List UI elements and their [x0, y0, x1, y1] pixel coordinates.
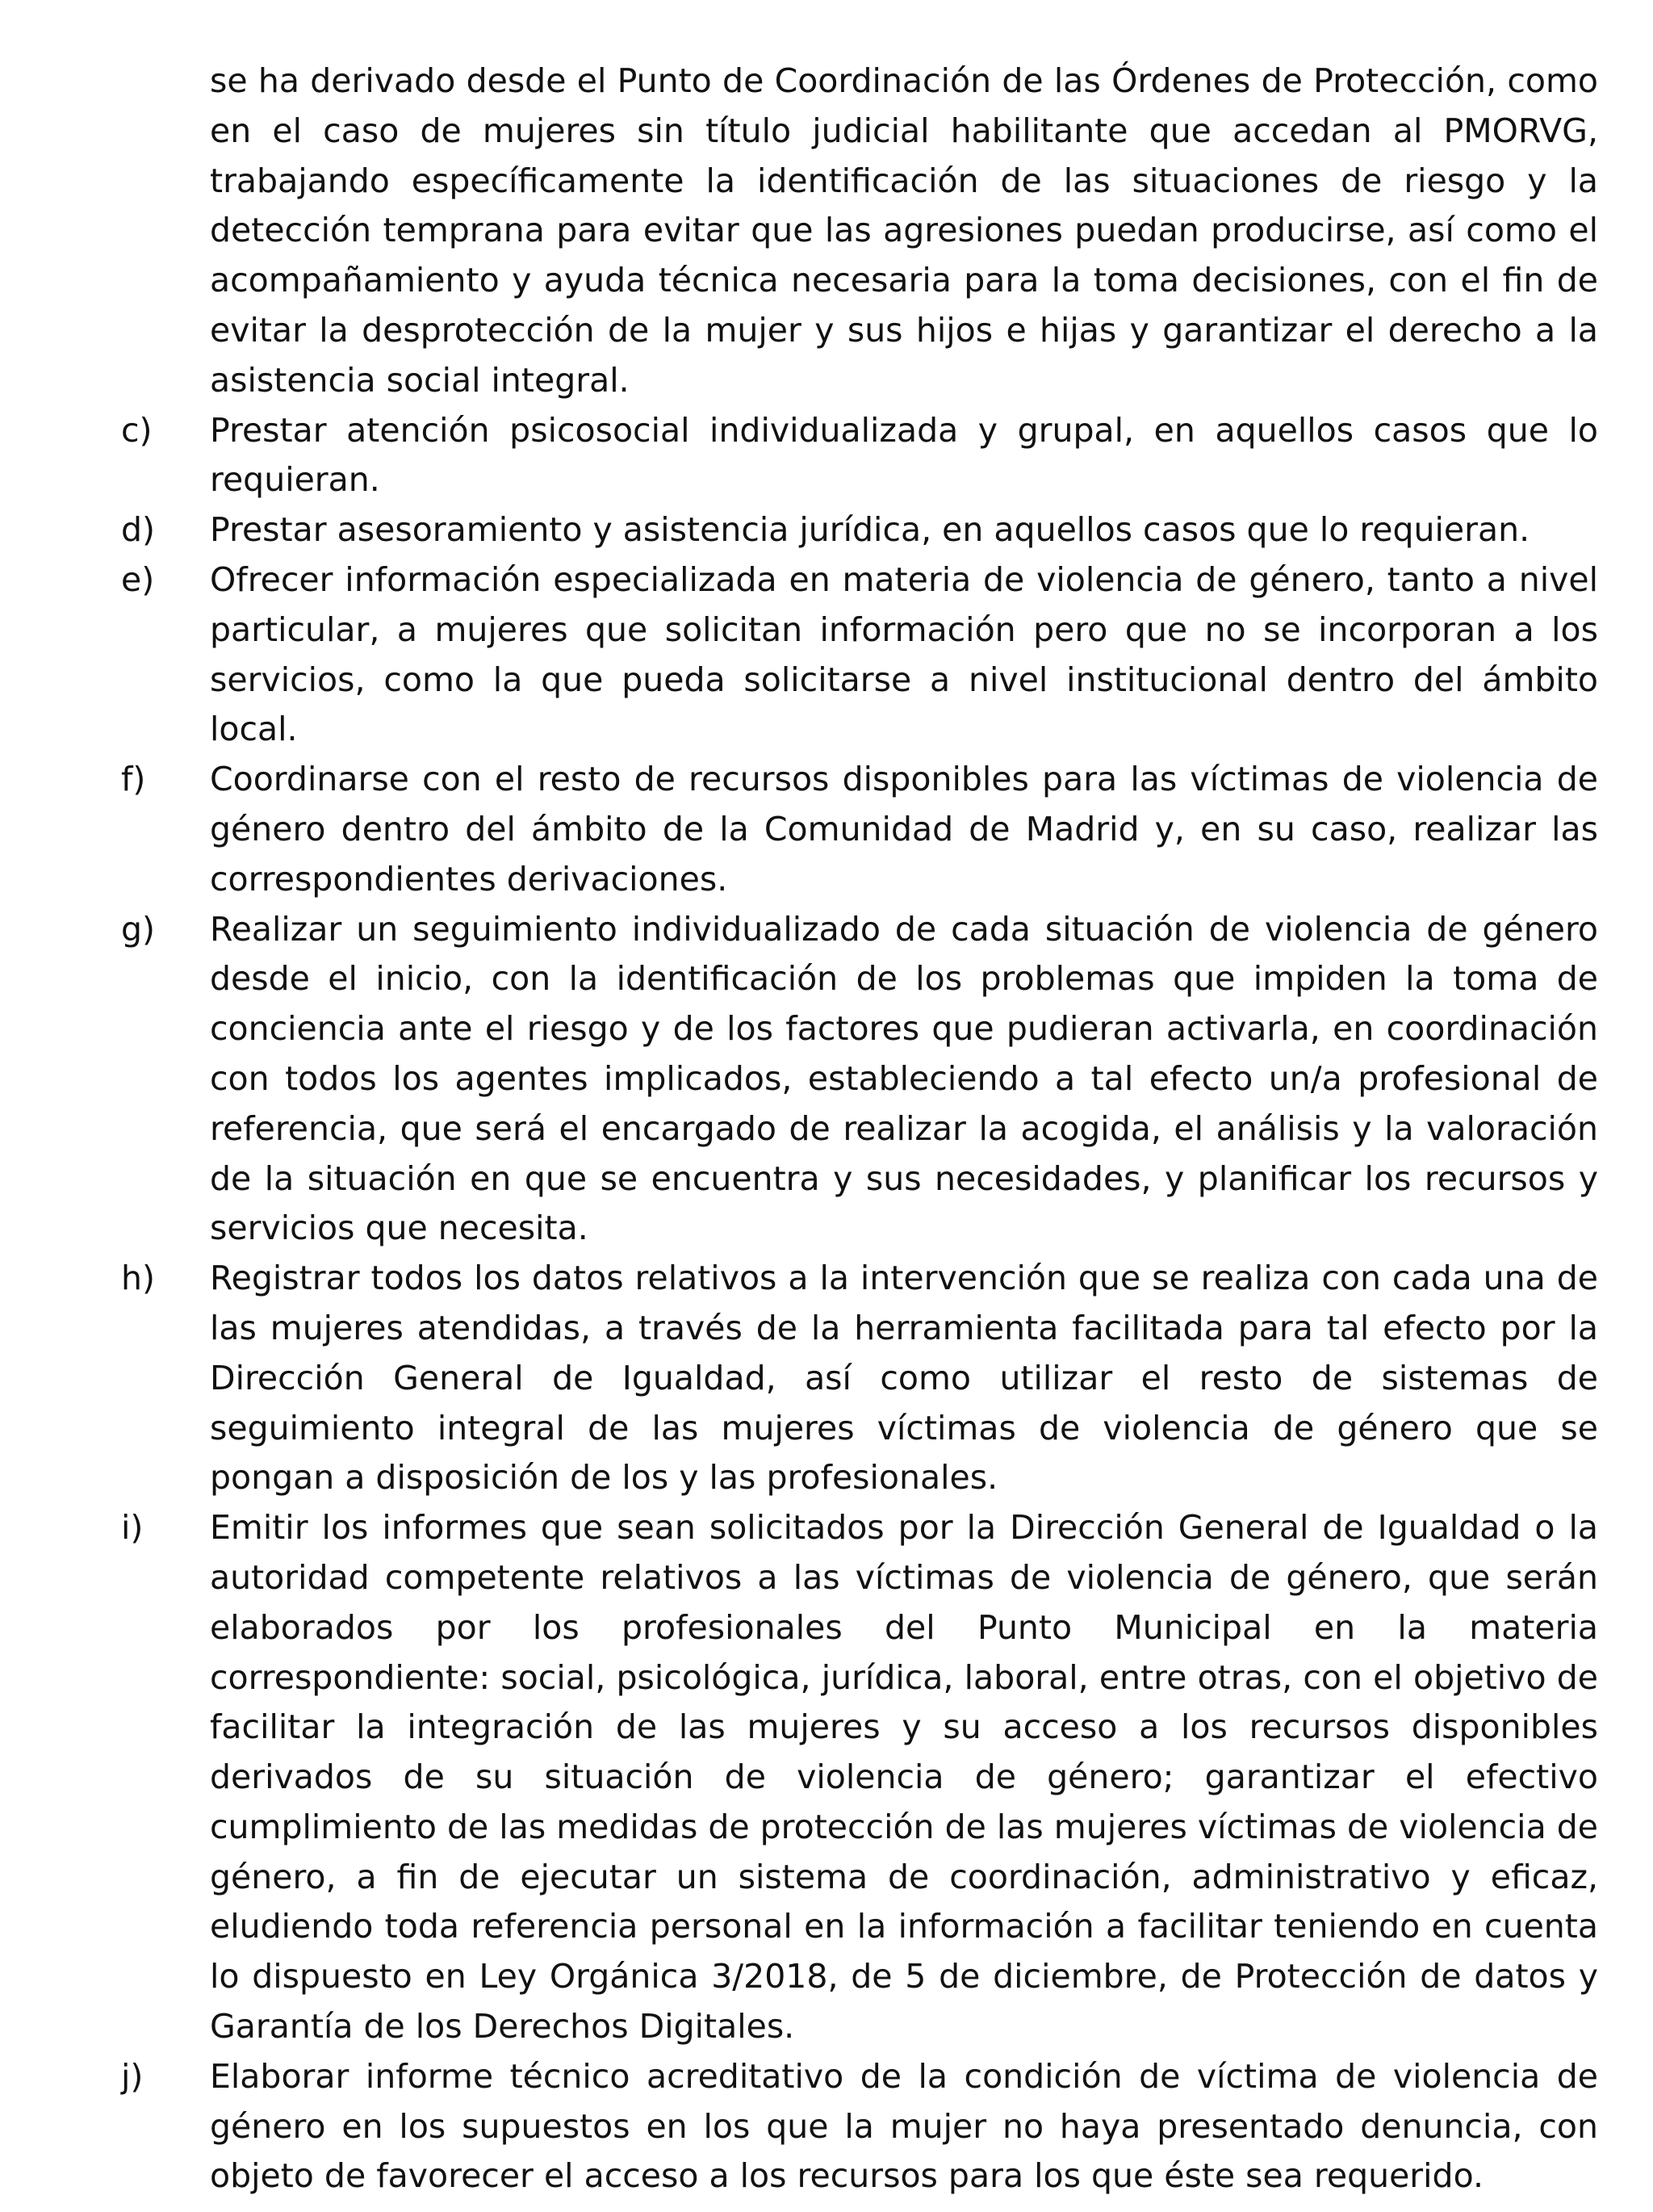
list-item-g: [121, 905, 1598, 1255]
list-item-h: [121, 1254, 1598, 1503]
list-marker: e): [121, 559, 155, 599]
list-item-e: [121, 555, 1598, 755]
list-item-c: [121, 406, 1598, 506]
list-marker: c): [121, 410, 153, 450]
list-item-text: Registrar todos los datos relativos a la intervención que se realiza con cada una de las mujeres atendidas, a través de la herramienta facilitada para tal efecto por la Dirección General de Igualdad, así como utilizar el resto de sistemas de seguimiento integral de las mujeres víctimas de violencia de género que se pongan a disposición de los y las profesionales.: [210, 1259, 1598, 1498]
list-item-text: Emitir los informes que sean solicitados por la Dirección General de Igualdad o la autoridad competente relativos a las víctimas de violencia de género, que serán elaborados por los profesionales del Punto Municipal en la materia correspondiente: social, psicológica, jurídica, laboral, entre otras, con el objetivo de facilitar la integración de las mujeres y su acceso a los recursos disponibles derivados de su situación de violencia de género; garantizar el efectivo cumplimiento de las medidas de protección de las mujeres víctimas de violencia de género, a fin de ejecutar un sistema de coordinación, administrativo y eficaz, eludiendo toda referencia personal en la información a facilitar teniendo en cuenta lo dispuesto en Ley Orgánica 3/2018, de 5 de diciembre, de Protección de datos y Garantía de los Derechos Digitales.: [210, 1508, 1598, 2047]
list-item-i: [121, 1503, 1598, 2052]
list-marker: g): [121, 909, 156, 949]
list-item-text: Prestar asesoramiento y asistencia jurídica, en aquellos casos que lo requieran.: [210, 510, 1530, 550]
intro-paragraph: se ha derivado desde el Punto de Coordinación de las Órdenes de Protección, como en el caso de mujeres sin título judicial habilitante que accedan al PMORVG, trabajando específicamente la identificación de las situaciones de riesgo y la detección temprana para evitar que las agresiones puedan producirse, así como el acompañamiento y ayuda técnica necesaria para la toma decisiones, con el fin de evitar la desprotección de la mujer y sus hijos e hijas y garantizar el derecho a la asistencia social integral.: [210, 61, 1598, 400]
list-marker: f): [121, 760, 146, 799]
list-item-text: Elaborar informe técnico acreditativo de la condición de víctima de violencia de género en los supuestos en los que la mujer no haya presentado denuncia, con objeto de favorecer el acceso a los recursos para los que éste sea requerido.: [210, 2056, 1598, 2196]
document-page: [121, 57, 1598, 2202]
list-marker: d): [121, 510, 156, 550]
list-marker: i): [121, 1508, 144, 1548]
list-item-text: Realizar un seguimiento individualizado de cada situación de violencia de género desde el inicio, con la identificación de los problemas que impiden la toma de conciencia ante el riesgo y de los factores que pudieran activarla, en coordinación con todos los agentes implicados, estableciendo a tal efecto un/a profesional de referencia, que será el encargado de realizar la acogida, el análisis y la valoración de la situación en que se encuentra y sus necesidades, y planificar los recursos y servicios que necesita.: [210, 909, 1598, 1248]
list-item-f: [121, 755, 1598, 904]
list-item-d: [121, 505, 1598, 555]
list-marker: j): [121, 2056, 144, 2096]
list-item-j: [121, 2052, 1598, 2202]
list-item-text: Prestar atención psicosocial individualizada y grupal, en aquellos casos que lo requieran.: [210, 410, 1598, 500]
list-item-text: Coordinarse con el resto de recursos disponibles para las víctimas de violencia de género dentro del ámbito de la Comunidad de Madrid y, en su caso, realizar las correspondientes derivaciones.: [210, 760, 1598, 899]
list-item-text: Ofrecer información especializada en materia de violencia de género, tanto a nivel particular, a mujeres que solicitan información pero que no se incorporan a los servicios, como la que pueda solicitarse a nivel institucional dentro del ámbito local.: [210, 559, 1598, 749]
list-marker: h): [121, 1259, 155, 1298]
